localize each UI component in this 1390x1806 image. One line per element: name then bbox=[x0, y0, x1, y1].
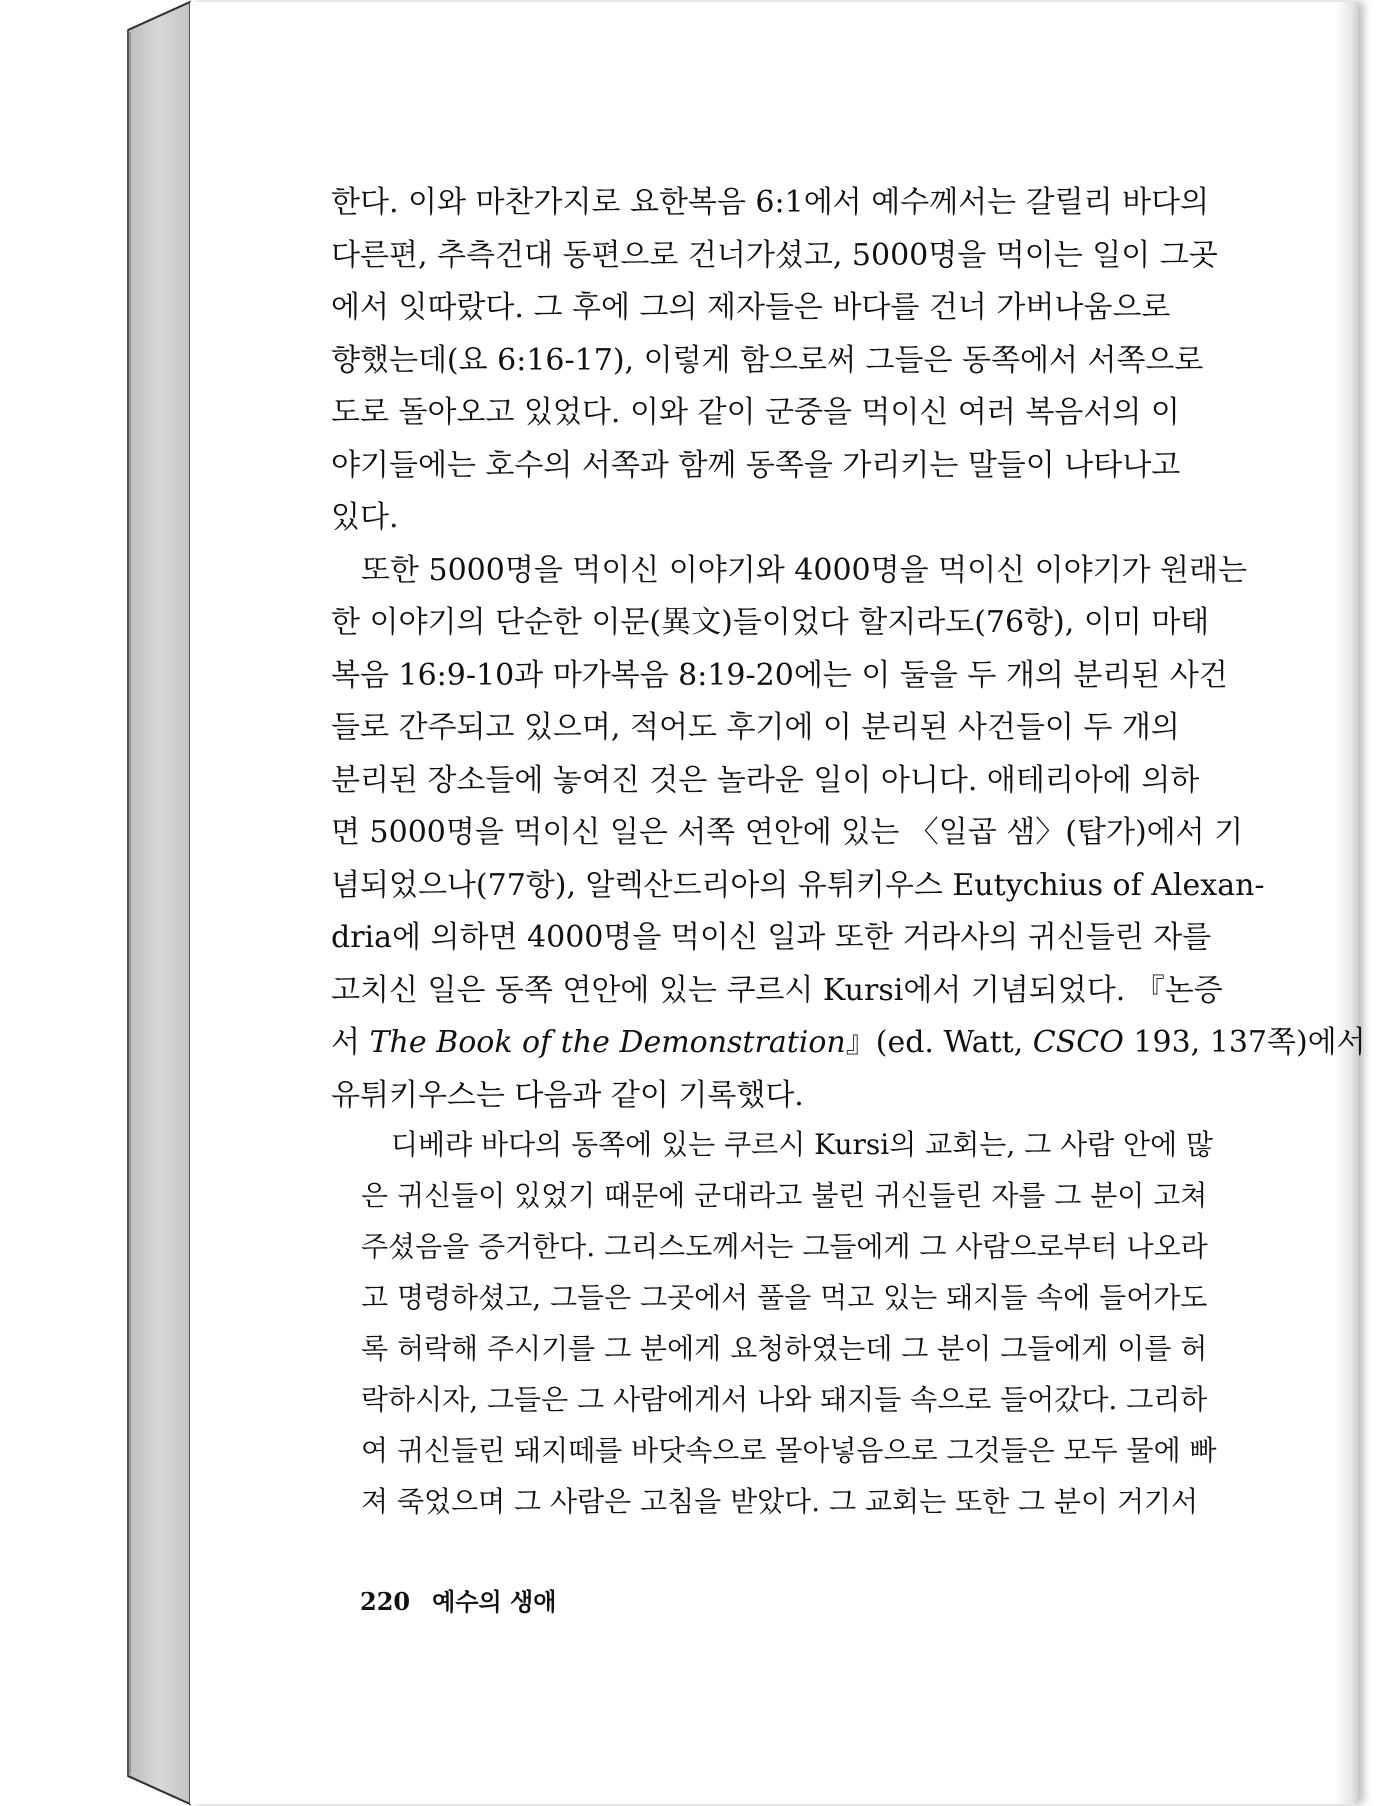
page-number: 220 bbox=[360, 1587, 411, 1616]
quote-line: 록 허락해 주시기를 그 분에게 요청하였는데 그 분이 그들에게 이를 허 bbox=[361, 1332, 1208, 1365]
citation-series: CSCO bbox=[1032, 1025, 1124, 1060]
citation-pre: 서 bbox=[331, 1025, 370, 1060]
quote-line: 져 죽었으며 그 사람은 고침을 받았다. 그 교회는 또한 그 분이 거기서 bbox=[361, 1485, 1199, 1518]
text-line: 있다. bbox=[331, 500, 399, 535]
text-line: 고치신 일은 동쪽 연안에 있는 쿠르시 Kursi에서 기념되었다. 『논증 bbox=[331, 972, 1223, 1008]
text-line: 분리된 장소들에 놓여진 것은 놀라운 일이 아니다. 애테리아에 의하 bbox=[331, 762, 1200, 798]
quote-line: 디베랴 바다의 동쪽에 있는 쿠르시 Kursi의 교회는, 그 사람 안에 많 bbox=[391, 1128, 1214, 1161]
quote-line: 주셨음을 증거한다. 그리스도께서는 그들에게 그 사람으로부터 나오라 bbox=[361, 1230, 1208, 1263]
text-line: 다른편, 추측건대 동편으로 건너가셨고, 5000명을 먹이는 일이 그곳 bbox=[331, 237, 1218, 273]
citation-mid: 』(ed. Watt, bbox=[845, 1025, 1033, 1060]
text-line: 도로 돌아오고 있었다. 이와 같이 군중을 먹이신 여러 복음서의 이 bbox=[331, 395, 1180, 430]
text-line-citation bbox=[331, 1017, 1366, 1070]
text-line: 유튀키우스는 다음과 같이 기록했다. bbox=[331, 1077, 804, 1113]
quote-line: 여 귀신들린 돼지떼를 바닷속으로 몰아넣음으로 그것들은 모두 물에 빠 bbox=[361, 1434, 1217, 1467]
paragraph-2 bbox=[331, 545, 1366, 1123]
page-footer bbox=[360, 1582, 556, 1617]
page-edge-shadow bbox=[1336, 2, 1358, 1804]
text-line: 한 이야기의 단순한 이문(異文)들이었다 할지라도(76항), 이미 마태 bbox=[331, 605, 1210, 640]
text-line: 한다. 이와 마찬가지로 요한복음 6:1에서 예수께서는 갈릴리 바다의 bbox=[331, 185, 1210, 220]
citation-post: 193, 137쪽)에서 bbox=[1123, 1025, 1366, 1060]
text-line: 복음 16:9-10과 마가복음 8:19-20에는 이 둘을 두 개의 분리된 사건 bbox=[331, 657, 1228, 693]
text-line: 야기들에는 호수의 서쪽과 함께 동쪽을 가리키는 말들이 나타나고 bbox=[331, 447, 1181, 483]
paragraph-1 bbox=[331, 177, 1218, 545]
text-line: dria에 의하면 4000명을 먹이신 일과 또한 거라사의 귀신들린 자를 bbox=[331, 920, 1212, 955]
running-title: 예수의 생애 bbox=[432, 1587, 557, 1616]
block-quote bbox=[361, 1119, 1217, 1527]
citation-book-title: The Book of the Demonstration bbox=[369, 1025, 846, 1060]
text-line: 면 5000명을 먹이신 일은 서쪽 연안에 있는 〈일곱 샘〉(탑가)에서 기 bbox=[331, 815, 1244, 850]
quote-line: 은 귀신들이 있었기 때문에 군대라고 불린 귀신들린 자를 그 분이 고쳐 bbox=[361, 1179, 1208, 1212]
text-line: 에서 잇따랐다. 그 후에 그의 제자들은 바다를 건너 가버나움으로 bbox=[331, 290, 1171, 325]
text-line: 들로 간주되고 있으며, 적어도 후기에 이 분리된 사건들이 두 개의 bbox=[331, 710, 1180, 745]
text-line: 념되었으나(77항), 알렉산드리아의 유튀키우스 Eutychius of Alexan- bbox=[331, 867, 1265, 903]
text-line: 향했는데(요 6:16-17), 이렇게 함으로써 그들은 동쪽에서 서쪽으로 bbox=[331, 342, 1204, 378]
body-text bbox=[331, 177, 1366, 1122]
quote-line: 고 명령하셨고, 그들은 그곳에서 풀을 먹고 있는 돼지들 속에 들어가도 bbox=[361, 1281, 1208, 1314]
quote-line: 락하시자, 그들은 그 사람에게서 나와 돼지들 속으로 들어갔다. 그리하 bbox=[361, 1383, 1208, 1416]
text-line: 또한 5000명을 먹이신 이야기와 4000명을 먹이신 이야기가 원래는 bbox=[361, 552, 1247, 588]
book-page bbox=[190, 2, 1366, 1804]
